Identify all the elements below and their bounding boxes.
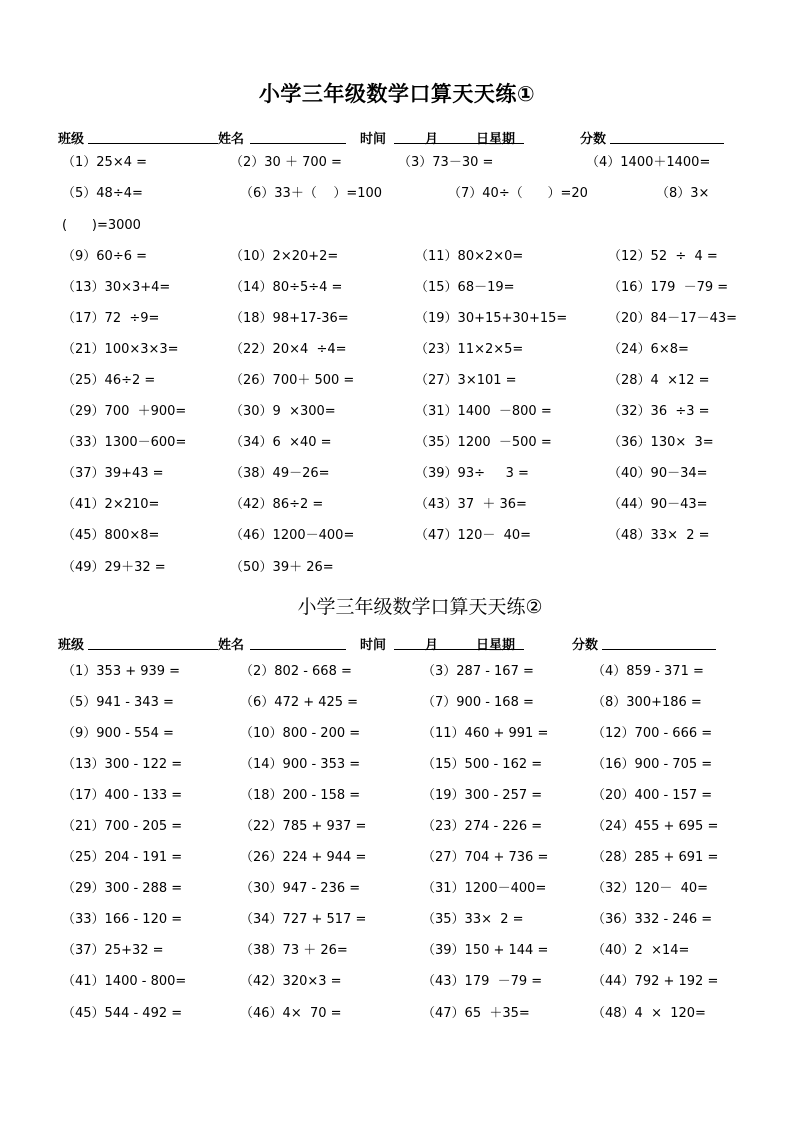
problem-item: （31）1400 －800 =: [415, 404, 552, 419]
problem-item: （16）900 - 705 =: [592, 757, 713, 772]
class-blank: [88, 143, 218, 144]
problem-item: （1）353 + 939 =: [62, 664, 181, 679]
name-blank: [250, 143, 346, 144]
problem-item: （6）472 + 425 =: [240, 695, 359, 710]
problem-item: （41）1400 - 800=: [62, 974, 187, 989]
problem-item: （1）25×4 =: [62, 155, 148, 170]
problem-item: （43）37 ＋ 36=: [415, 497, 527, 512]
problem-item: （21）100×3×3=: [62, 342, 179, 357]
problem-item: （30）9 ×300=: [230, 404, 336, 419]
problem-item: （15）68－19=: [415, 280, 515, 295]
problem-item: （47）120－ 40=: [415, 528, 532, 543]
problem-item: （28）4 ×12 =: [608, 373, 710, 388]
problem-item: （36）130× 3=: [608, 435, 714, 450]
name-label: 姓名: [218, 638, 245, 653]
problem-item: （10）800 - 200 =: [240, 726, 361, 741]
score-label: 分数: [572, 638, 599, 653]
sheet1-title: 小学三年级数学口算天天练①: [258, 82, 536, 106]
problem-item: （40）90－34=: [608, 466, 708, 481]
problem-item: （8）300+186 =: [592, 695, 702, 710]
problem-item: （45）544 - 492 =: [62, 1006, 183, 1021]
problem-item: （11）80×2×0=: [415, 249, 524, 264]
problem-item: （47）65 ＋35=: [422, 1006, 530, 1021]
class-label: 班级: [58, 638, 85, 653]
problem-item: ( )=3000: [62, 218, 141, 233]
problem-item: （14）80÷5÷4 =: [230, 280, 343, 295]
problem-item: （28）285 + 691 =: [592, 850, 719, 865]
problem-item: （19）30+15+30+15=: [415, 311, 568, 326]
problem-item: （3）287 - 167 =: [422, 664, 534, 679]
problem-item: （44）90－43=: [608, 497, 708, 512]
problem-item: （29）300 - 288 =: [62, 881, 183, 896]
problem-item: （34）6 ×40 =: [230, 435, 332, 450]
problem-item: （23）274 - 226 =: [422, 819, 543, 834]
problem-item: （12）52 ÷ 4 =: [608, 249, 718, 264]
problem-item: （45）800×8=: [62, 528, 160, 543]
problem-item: （42）86÷2 =: [230, 497, 324, 512]
problem-item: （35）1200 －500 =: [415, 435, 552, 450]
problem-item: （33）1300－600=: [62, 435, 187, 450]
problem-item: （22）20×4 ÷4=: [230, 342, 347, 357]
problem-item: （13）30×3+4=: [62, 280, 171, 295]
name-blank: [250, 649, 346, 650]
score-blank: [610, 143, 724, 144]
problem-item: （39）93÷ 3 =: [415, 466, 529, 481]
problem-item: （14）900 - 353 =: [240, 757, 361, 772]
problem-item: （46）1200－400=: [230, 528, 355, 543]
problem-item: （49）29＋32 =: [62, 560, 166, 575]
problem-item: （46）4× 70 =: [240, 1006, 342, 1021]
problem-item: （50）39＋ 26=: [230, 560, 334, 575]
problem-item: （23）11×2×5=: [415, 342, 524, 357]
problem-item: （8）3×: [656, 186, 710, 201]
problem-item: （21）700 - 205 =: [62, 819, 183, 834]
problem-item: （13）300 - 122 =: [62, 757, 183, 772]
problem-item: （35）33× 2 =: [422, 912, 524, 927]
problem-item: （17）400 - 133 =: [62, 788, 183, 803]
problem-item: （9）60÷6 =: [62, 249, 148, 264]
problem-item: （4）1400＋1400=: [586, 155, 711, 170]
problem-item: （20）84－17－43=: [608, 311, 738, 326]
problem-item: （2）30 ＋ 700 =: [230, 155, 342, 170]
problem-item: （9）900 - 554 =: [62, 726, 174, 741]
time-label: 时间: [360, 638, 387, 653]
problem-item: （7）900 - 168 =: [422, 695, 534, 710]
problem-item: （37）25+32 =: [62, 943, 164, 958]
sheet2-title: 小学三年级数学口算天天练②: [297, 596, 543, 618]
problem-item: （40）2 ×14=: [592, 943, 690, 958]
problem-item: （18）200 - 158 =: [240, 788, 361, 803]
problem-item: （41）2×210=: [62, 497, 160, 512]
problem-item: （25）46÷2 =: [62, 373, 156, 388]
problem-item: （36）332 - 246 =: [592, 912, 713, 927]
problem-item: （27）3×101 =: [415, 373, 517, 388]
problem-item: （19）300 - 257 =: [422, 788, 543, 803]
month-label: 月: [425, 638, 439, 653]
problem-item: （37）39+43 =: [62, 466, 164, 481]
problem-item: （32）120－ 40=: [592, 881, 709, 896]
problem-item: （3）73－30 =: [398, 155, 494, 170]
problem-item: （44）792 + 192 =: [592, 974, 719, 989]
problem-item: （15）500 - 162 =: [422, 757, 543, 772]
problem-item: （16）179 －79 =: [608, 280, 729, 295]
problem-item: （12）700 - 666 =: [592, 726, 713, 741]
problem-item: （26）224 + 944 =: [240, 850, 367, 865]
problem-item: （34）727 + 517 =: [240, 912, 367, 927]
problem-item: （4）859 - 371 =: [592, 664, 704, 679]
problem-item: （26）700＋ 500 =: [230, 373, 355, 388]
problem-item: （31）1200－400=: [422, 881, 547, 896]
class-blank: [88, 649, 218, 650]
class-label: 班级: [58, 132, 85, 147]
problem-item: （11）460 + 991 =: [422, 726, 549, 741]
problem-item: （32）36 ÷3 =: [608, 404, 710, 419]
name-label: 姓名: [218, 132, 245, 147]
problem-item: （24）6×8=: [608, 342, 689, 357]
problem-item: （6）33＋（ ）=100: [240, 186, 383, 201]
time-label: 时间: [360, 132, 387, 147]
problem-item: （43）179 －79 =: [422, 974, 543, 989]
problem-item: （48）33× 2 =: [608, 528, 710, 543]
problem-item: （22）785 + 937 =: [240, 819, 367, 834]
problem-item: （17）72 ÷9=: [62, 311, 160, 326]
problem-item: （29）700 ＋900=: [62, 404, 187, 419]
score-blank: [602, 649, 716, 650]
problem-item: （38）73 ＋ 26=: [240, 943, 348, 958]
problem-item: （18）98+17-36=: [230, 311, 349, 326]
score-label: 分数: [580, 132, 607, 147]
problem-item: （48）4 × 120=: [592, 1006, 706, 1021]
weekday-label: 日星期: [476, 638, 516, 653]
problem-item: （38）49－26=: [230, 466, 330, 481]
problem-item: （30）947 - 236 =: [240, 881, 361, 896]
month-label: 月: [425, 132, 439, 147]
weekday-label: 日星期: [476, 132, 516, 147]
problem-item: （42）320×3 =: [240, 974, 342, 989]
problem-item: （33）166 - 120 =: [62, 912, 183, 927]
problem-item: （2）802 - 668 =: [240, 664, 352, 679]
problem-item: （20）400 - 157 =: [592, 788, 713, 803]
problem-item: （27）704 + 736 =: [422, 850, 549, 865]
problem-item: （5）941 - 343 =: [62, 695, 174, 710]
problem-item: （25）204 - 191 =: [62, 850, 183, 865]
problem-item: （10）2×20+2=: [230, 249, 339, 264]
problem-item: （5）48÷4=: [62, 186, 143, 201]
problem-item: （7）40÷（ ）=20: [448, 186, 588, 201]
problem-item: （39）150 + 144 =: [422, 943, 549, 958]
problem-item: （24）455 + 695 =: [592, 819, 719, 834]
